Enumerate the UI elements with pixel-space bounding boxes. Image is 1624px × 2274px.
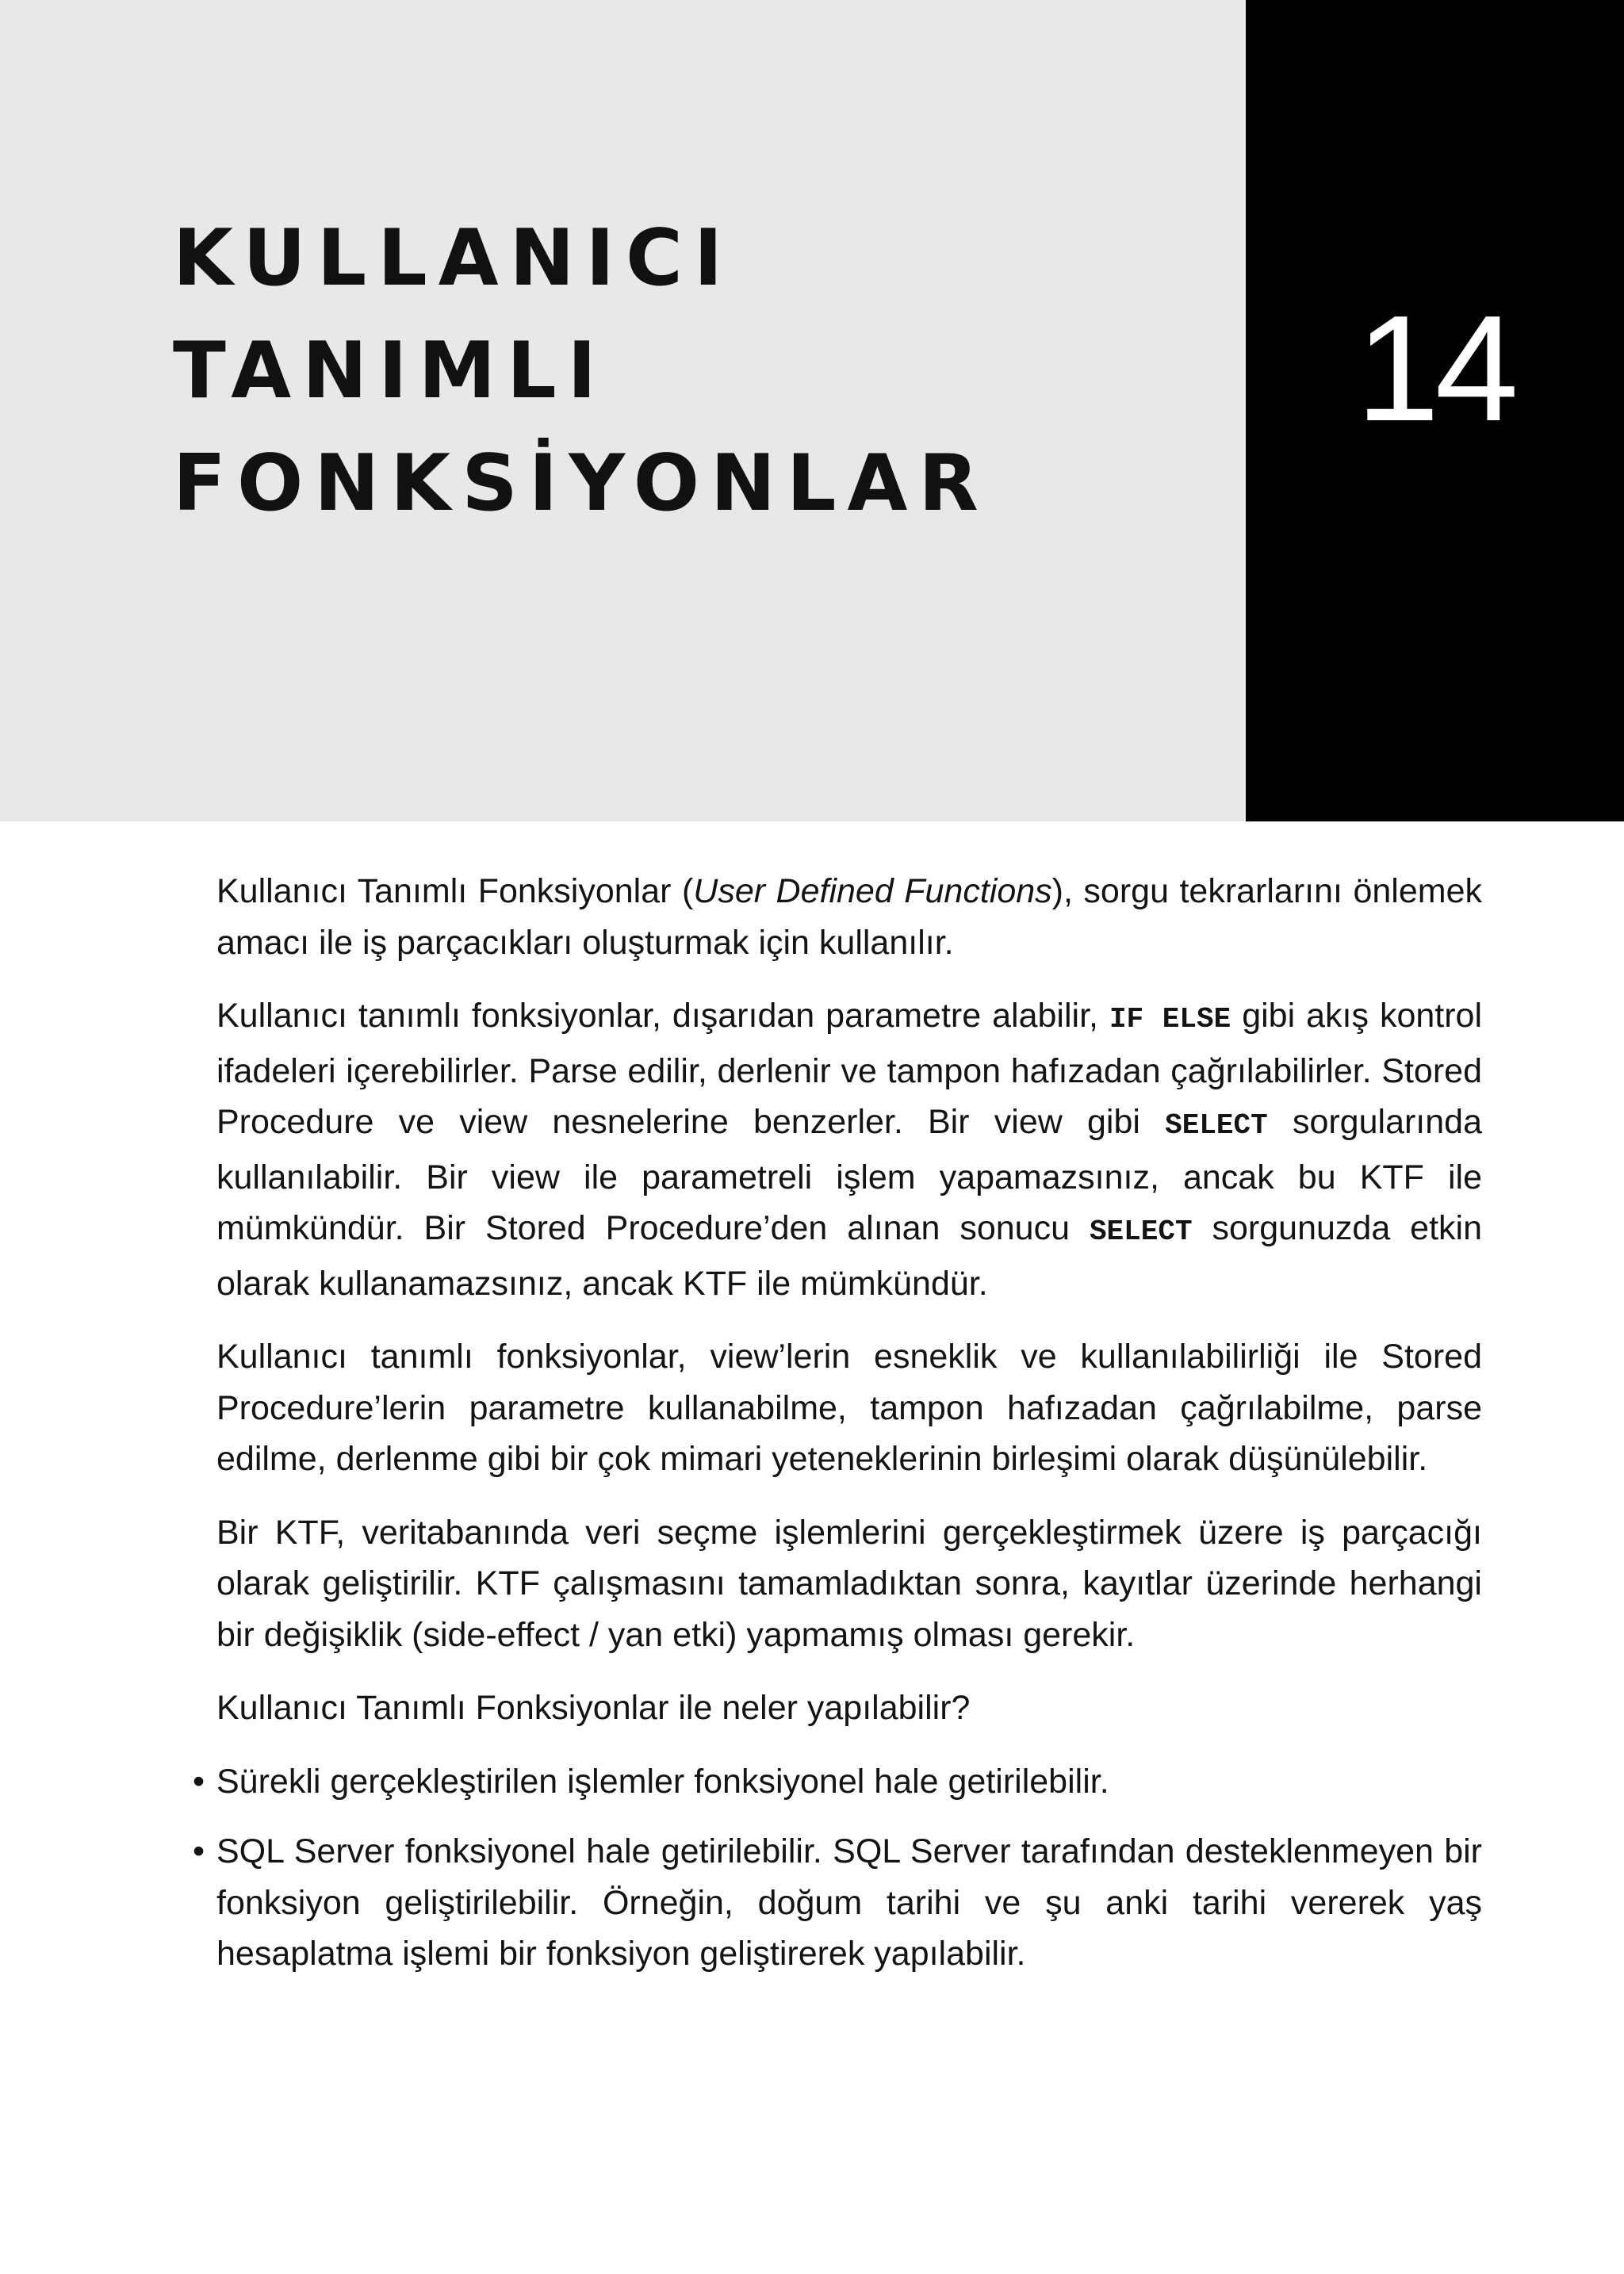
- list-item-text: SQL Server fonksiyonel hale getirilebilir. SQL Server tarafından desteklenmeyen bir fonksiyon geliştirilebilir. Örneğin, doğum tarihi ve şu anki tarihi vererek yaş hesaplatma işlemi bir fonksiyon geliştirerek yapılabilir.: [216, 1832, 1482, 1973]
- paragraph-text: gibi akış kontrol ifadeleri içerebilirler. Parse edilir, derlenir ve tampon hafızadan çağrılabilirler. Stored Procedure ve view nesnelerine benzerler. Bir view gibi: [216, 997, 1483, 1141]
- list-item: [193, 1756, 1482, 1808]
- bullet-dot: •: [193, 1762, 205, 1801]
- paragraph-combination: Kullanıcı tanımlı fonksiyonlar, view’lerin esneklik ve kullanılabilirliği ile Stored Procedure’lerin parametre kullanabilme, tampon hafızadan çağrılabilme, parse edilme, derlenme gibi bir çok mimari yeteneklerinin birleşimi olarak düşünülebilir.: [216, 1338, 1482, 1478]
- chapter-title-line-1: KULLANICI: [173, 213, 734, 304]
- paragraph-text: Kullanıcı tanımlı fonksiyonlar, dışarıdan parametre alabilir,: [216, 997, 1109, 1035]
- italic-term: User Defined Functions: [693, 872, 1052, 910]
- chapter-title: [173, 202, 1235, 540]
- paragraph-question: Kullanıcı Tanımlı Fonksiyonlar ile neler yapılabilir?: [216, 1689, 971, 1727]
- bullet-dot: •: [193, 1832, 205, 1870]
- chapter-header-band: [0, 0, 1246, 821]
- paragraph-text: Kullanıcı Tanımlı Fonksiyonlar (: [216, 872, 694, 910]
- paragraph-capabilities: [216, 990, 1482, 1309]
- paragraph-intro: [216, 866, 1482, 968]
- list-item: [193, 1826, 1482, 1980]
- paragraph-text: sorgularında kullanılabilir. Bir view ile parametreli işlem yapamazsınız, ancak bu KTF ile mümkündür. Bir Stored Procedure’den alınan sonucu: [216, 1103, 1482, 1247]
- code-keyword: SELECT: [1165, 1109, 1268, 1142]
- chapter-body: [193, 866, 1483, 1999]
- code-keyword: IF ELSE: [1109, 1003, 1231, 1036]
- paragraph-text: sorgunuzda etkin olarak kullanamazsınız, ancak KTF ile mümkündür.: [216, 1209, 1482, 1303]
- code-keyword: SELECT: [1089, 1215, 1193, 1248]
- chapter-title-line-3: FONKSİYONLAR: [173, 438, 990, 529]
- bullet-list: [193, 1756, 1482, 1980]
- chapter-number-box: [1246, 0, 1624, 821]
- chapter-title-line-2: TANIMLI: [173, 326, 607, 416]
- paragraph-ktf: Bir KTF, veritabanında veri seçme işlemlerini gerçekleştirmek üzere iş parçacığı olarak geliştirilir. KTF çalışmasını tamamladıktan sonra, kayıtlar üzerinde herhangi bir değişiklik (side-effect / yan etki) yapmamış olması gerekir.: [216, 1513, 1482, 1654]
- list-item-text: Sürekli gerçekleştirilen işlemler fonksiyonel hale getirilebilir.: [216, 1762, 1109, 1801]
- chapter-number: 14: [1355, 285, 1515, 453]
- paragraph-text: ), sorgu tekrarlarını önlemek amacı ile iş parçacıkları oluşturmak için kullanılır.: [216, 872, 1482, 962]
